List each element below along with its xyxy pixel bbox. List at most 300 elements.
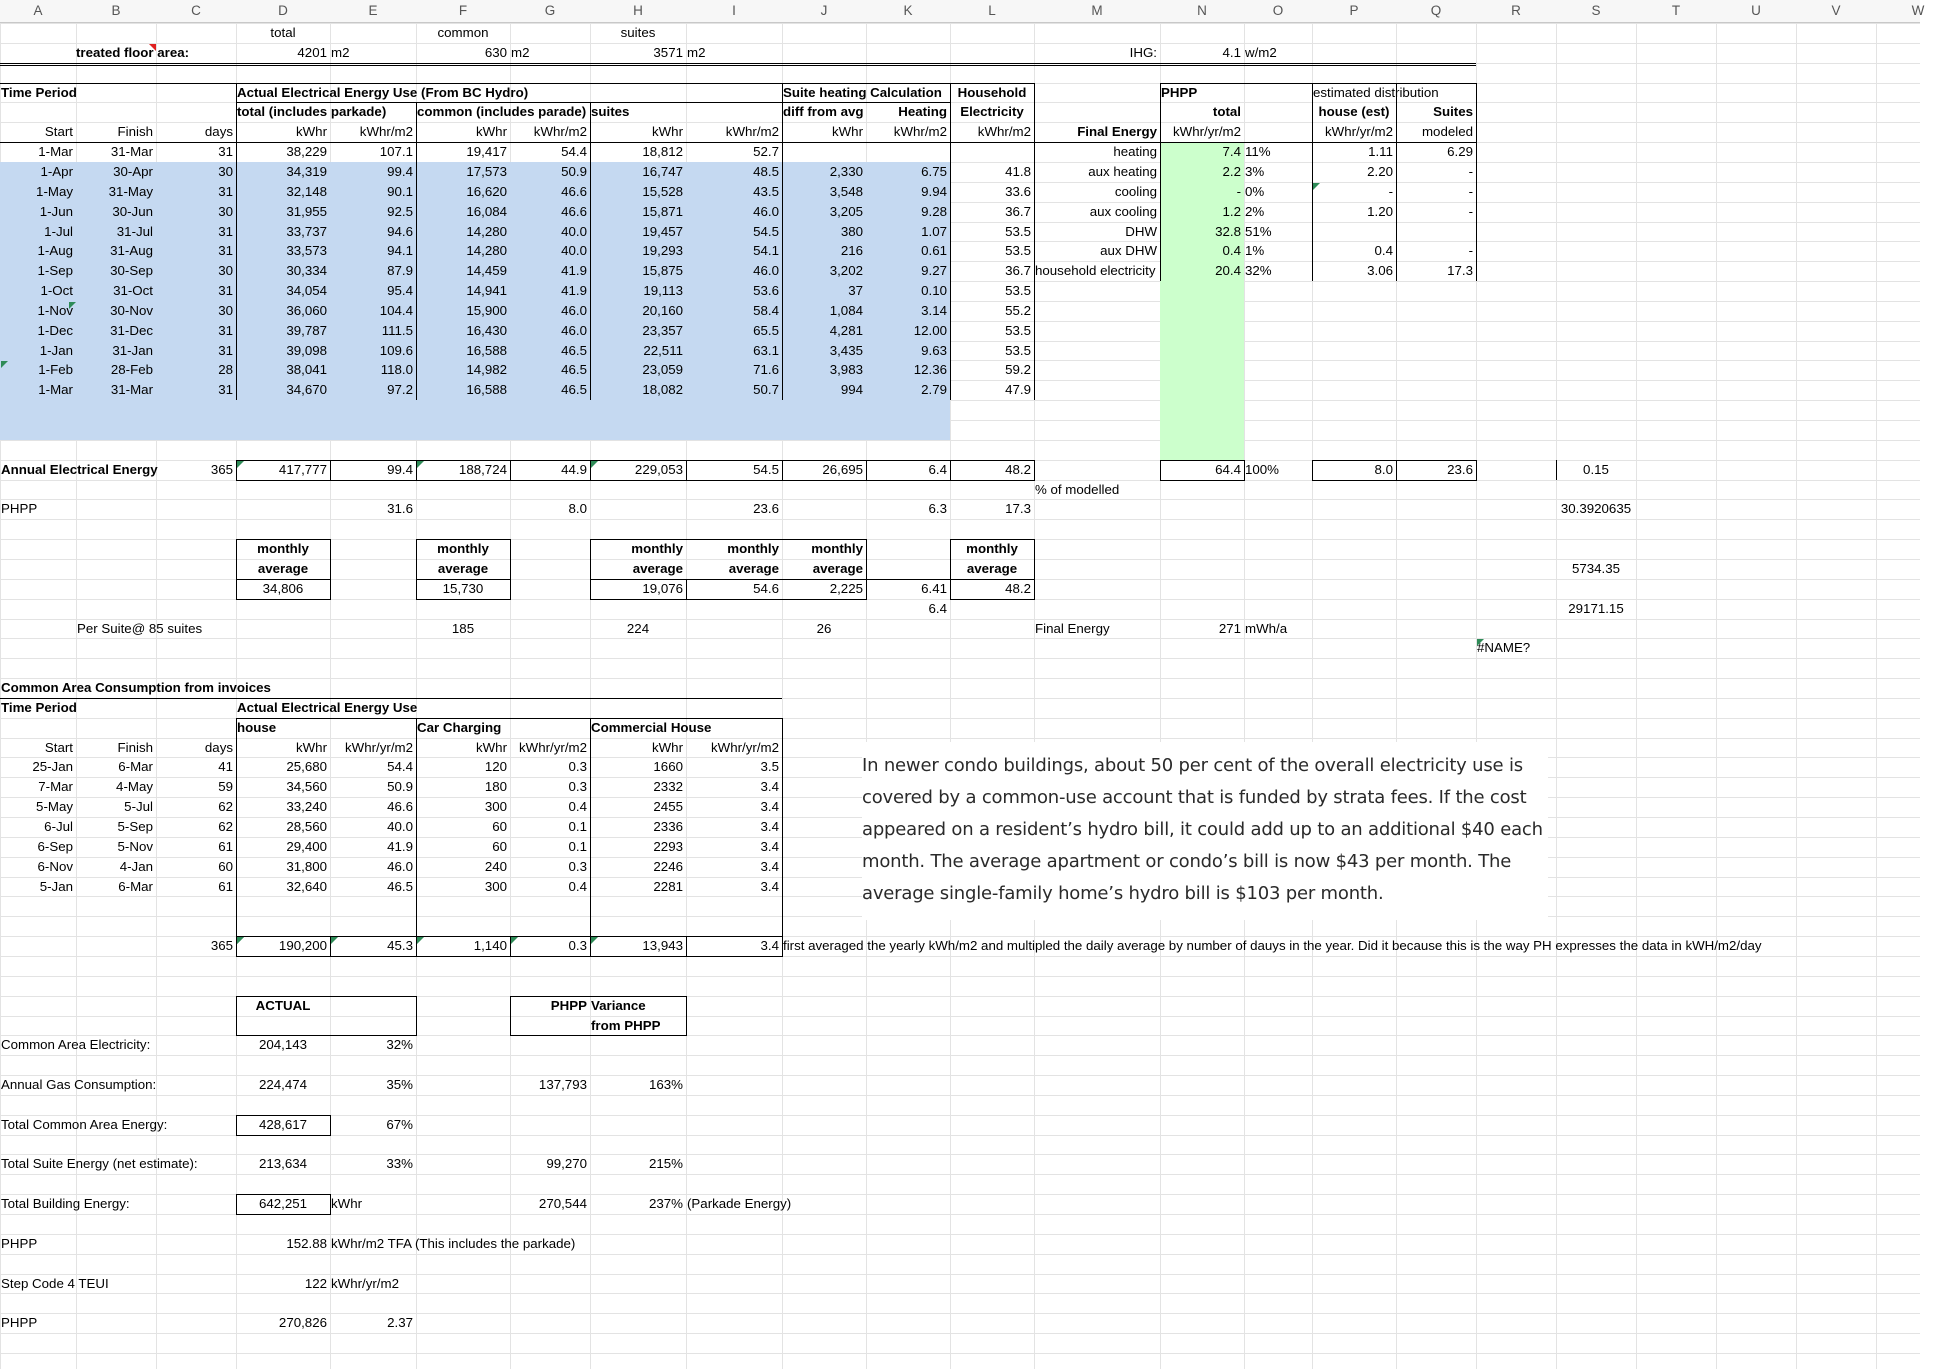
column-header-A[interactable]: A [33,3,43,18]
cell-F41[interactable]: 60 [492,819,507,834]
cell-B37[interactable]: Finish [117,739,153,755]
column-header-G[interactable]: G [544,3,556,18]
cell-N12[interactable]: 0.4 [1222,243,1241,259]
cell-H50[interactable]: Variance [591,997,646,1013]
cell-S28[interactable]: 5734.35 [1571,560,1621,576]
cell-D36[interactable]: house [237,719,277,735]
cell-F38[interactable]: 120 [484,759,507,775]
cell-C8[interactable]: 30 [218,163,233,179]
cell-H19[interactable]: 18,082 [642,382,683,398]
cell-I7[interactable]: 52.7 [753,144,779,160]
cell-O9[interactable]: 0% [1245,183,1265,199]
cell-H60[interactable]: 237% [648,1196,683,1212]
cell-G12[interactable]: 40.0 [561,243,587,259]
cell-G10[interactable]: 46.6 [561,203,587,219]
cell-B41[interactable]: 5-Sep [117,819,153,834]
cell-P5[interactable]: house (est) [1318,104,1390,120]
cell-A15[interactable]: 1-Nov [37,302,73,318]
cell-F19[interactable]: 16,588 [466,382,507,398]
cell-C6[interactable]: days [204,124,233,140]
cell-E54[interactable]: 35% [386,1077,413,1093]
cell-E44[interactable]: 46.5 [387,878,413,894]
cell-F8[interactable]: 17,573 [466,163,507,179]
cell-C43[interactable]: 60 [218,858,233,874]
cell-E39[interactable]: 50.9 [387,779,413,795]
cell-J47[interactable]: first averaged the yearly kWh/m2 and multipled the daily average by number of dauys in the year. Did it because this is the way PH expresses the data in kWH/m2/day [783,938,1762,954]
cell-I2[interactable]: m2 [687,44,706,60]
cell-E25[interactable]: 31.6 [387,501,413,517]
cell-S25[interactable]: 30.3920635 [1560,501,1632,517]
cell-G23[interactable]: 44.9 [561,461,587,477]
cell-B18[interactable]: 28-Feb [110,362,153,378]
cell-B13[interactable]: 30-Sep [110,263,153,279]
cell-F7[interactable]: 19,417 [466,144,507,160]
cell-L14[interactable]: 53.5 [1005,283,1031,299]
cell-C10[interactable]: 30 [218,203,233,219]
column-header-W[interactable]: W [1911,3,1925,18]
cell-J17[interactable]: 3,435 [829,342,863,358]
cell-E58[interactable]: 33% [386,1156,413,1172]
cell-D43[interactable]: 31,800 [286,858,327,874]
cell-B16[interactable]: 31-Dec [110,322,153,338]
cell-O31[interactable]: mWh/a [1245,620,1288,636]
cell-F16[interactable]: 16,430 [466,322,507,338]
cell-L28[interactable]: average [966,560,1018,576]
cell-D66[interactable]: 270,826 [278,1315,327,1331]
cell-A58[interactable]: Total Suite Energy (net estimate): [1,1156,198,1172]
cell-O2[interactable]: w/m2 [1245,44,1277,60]
cell-D18[interactable]: 38,041 [286,362,327,378]
cell-L11[interactable]: 53.5 [1005,223,1031,239]
cell-H12[interactable]: 19,293 [642,243,683,259]
cell-C41[interactable]: 62 [218,819,233,834]
cell-F17[interactable]: 16,588 [466,342,507,358]
cell-I19[interactable]: 50.7 [753,382,779,398]
cell-J23[interactable]: 26,695 [822,461,863,477]
cell-O12[interactable]: 1% [1245,243,1265,259]
cell-C11[interactable]: 31 [218,223,233,239]
column-header-S[interactable]: S [1591,3,1601,18]
cell-K15[interactable]: 3.14 [921,302,947,318]
cell-Q6[interactable]: modeled [1421,124,1473,140]
cell-J27[interactable]: monthly [811,541,863,557]
cell-K6[interactable]: kWhr/m2 [893,124,947,140]
cell-S30[interactable]: 29171.15 [1568,600,1624,616]
cell-K25[interactable]: 6.3 [928,501,947,517]
cell-D7[interactable]: 38,229 [286,144,327,160]
cell-P7[interactable]: 1.11 [1368,144,1393,160]
column-header-H[interactable]: H [633,3,643,18]
cell-Q23[interactable]: 23.6 [1447,461,1473,477]
cell-N9[interactable]: - [1236,183,1241,199]
cell-D58[interactable]: 213,634 [258,1156,308,1172]
cell-D35[interactable]: Actual Electrical Energy Use [237,699,418,715]
cell-A4[interactable]: Time Period [1,84,77,100]
cell-N2[interactable]: 4.1 [1222,44,1241,60]
cell-H47[interactable]: 13,943 [642,938,683,954]
cell-J29[interactable]: 2,225 [829,580,863,596]
cell-B40[interactable]: 5-Jul [124,799,153,815]
cell-E19[interactable]: 97.2 [387,382,413,398]
cell-E12[interactable]: 94.1 [387,243,413,259]
cell-M9[interactable]: cooling [1114,183,1157,199]
cell-E66[interactable]: 2.37 [387,1315,413,1331]
cell-K11[interactable]: 1.07 [921,223,947,239]
cell-L4[interactable]: Household [957,84,1027,100]
cell-J31[interactable]: 26 [816,620,832,636]
cell-B42[interactable]: 5-Nov [117,838,153,854]
cell-C13[interactable]: 30 [218,263,233,279]
cell-M24[interactable]: % of modelled [1035,481,1120,497]
cell-H6[interactable]: kWhr [651,124,683,140]
cell-H11[interactable]: 19,457 [642,223,683,239]
cell-J5[interactable]: diff from avg [783,104,864,120]
cell-D60[interactable]: 642,251 [258,1196,308,1212]
cell-F40[interactable]: 300 [484,799,507,815]
column-header-L[interactable]: L [988,3,996,18]
cell-B31[interactable]: Per Suite@ 85 suites [77,620,203,636]
cell-K18[interactable]: 12.36 [913,362,947,378]
cell-E7[interactable]: 107.1 [379,144,413,160]
cell-A14[interactable]: 1-Oct [40,283,73,299]
cell-D27[interactable]: monthly [257,541,309,557]
cell-G17[interactable]: 46.5 [561,342,587,358]
cell-E42[interactable]: 41.9 [387,838,413,854]
cell-H40[interactable]: 2455 [653,799,683,815]
cell-C47[interactable]: 365 [210,938,233,954]
cell-K10[interactable]: 9.28 [921,203,947,219]
cell-M8[interactable]: aux heating [1088,163,1157,179]
cell-E62[interactable]: kWhr/m2 TFA (This includes the parkade) [331,1235,576,1251]
cell-E2[interactable]: m2 [331,44,350,60]
cell-K30[interactable]: 6.4 [928,600,947,616]
cell-A40[interactable]: 5-May [36,799,73,815]
column-header-M[interactable]: M [1091,3,1103,18]
cell-B9[interactable]: 31-May [108,183,153,199]
cell-I18[interactable]: 71.6 [753,362,779,378]
cell-J16[interactable]: 4,281 [829,322,863,338]
cell-N6[interactable]: kWhr/yr/m2 [1173,124,1241,140]
cell-F5[interactable]: common (includes parade) [417,104,587,120]
cell-G13[interactable]: 41.9 [561,263,587,279]
cell-A35[interactable]: Time Period [1,699,77,715]
cell-O23[interactable]: 100% [1245,461,1280,477]
cell-D64[interactable]: 122 [304,1275,327,1291]
cell-F37[interactable]: kWhr [475,739,507,755]
cell-P23[interactable]: 8.0 [1374,461,1393,477]
cell-G47[interactable]: 0.3 [568,938,587,954]
cell-N5[interactable]: total [1212,104,1241,120]
cell-H9[interactable]: 15,528 [642,183,683,199]
cell-L25[interactable]: 17.3 [1005,501,1031,517]
cell-A41[interactable]: 6-Jul [44,819,73,834]
cell-P10[interactable]: 1.20 [1367,203,1393,219]
cell-J19[interactable]: 994 [840,382,863,398]
cell-A54[interactable]: Annual Gas Consumption: [1,1077,157,1093]
cell-A43[interactable]: 6-Nov [37,858,73,874]
cell-A25[interactable]: PHPP [1,501,38,517]
cell-Q5[interactable]: Suites [1433,104,1473,120]
cell-D11[interactable]: 33,737 [286,223,327,239]
cell-I40[interactable]: 3.4 [760,799,779,815]
cell-H1[interactable]: suites [620,25,656,40]
cell-L6[interactable]: kWhr/m2 [977,124,1031,140]
cell-E41[interactable]: 40.0 [387,819,413,834]
cell-C38[interactable]: 41 [218,759,233,775]
cell-D40[interactable]: 33,240 [286,799,327,815]
cell-E52[interactable]: 32% [386,1037,413,1053]
cell-L12[interactable]: 53.5 [1005,243,1031,259]
column-header-O[interactable]: O [1272,3,1284,18]
cell-G37[interactable]: kWhr/yr/m2 [519,739,587,755]
column-header-D[interactable]: D [278,3,288,18]
cell-B43[interactable]: 4-Jan [119,858,153,874]
cell-D41[interactable]: 28,560 [286,819,327,834]
cell-F2[interactable]: 630 [484,44,507,60]
cell-I27[interactable]: monthly [727,541,779,557]
cell-B38[interactable]: 6-Mar [118,759,153,775]
cell-F44[interactable]: 300 [484,878,507,894]
cell-O13[interactable]: 32% [1245,263,1272,279]
cell-A11[interactable]: 1-Jul [44,223,73,239]
cell-E16[interactable]: 111.5 [381,322,413,338]
cell-F9[interactable]: 16,620 [466,183,507,199]
cell-H10[interactable]: 15,871 [642,203,683,219]
cell-R32[interactable]: #NAME? [1477,640,1531,656]
cell-G42[interactable]: 0.1 [568,838,587,854]
cell-H37[interactable]: kWhr [651,739,683,755]
cell-F15[interactable]: 15,900 [466,302,507,318]
cell-L16[interactable]: 53.5 [1005,322,1031,338]
cell-J14[interactable]: 37 [848,283,863,299]
cell-M2[interactable]: IHG: [1129,44,1157,60]
cell-H42[interactable]: 2293 [653,838,683,854]
cell-F11[interactable]: 14,280 [466,223,507,239]
cell-B17[interactable]: 31-Jan [112,342,153,358]
cell-D5[interactable]: total (includes parkade) [237,104,387,120]
cell-D16[interactable]: 39,787 [286,322,327,338]
cell-A34[interactable]: Common Area Consumption from invoices [1,680,271,696]
cell-H44[interactable]: 2281 [653,878,683,894]
cell-A19[interactable]: 1-Mar [38,382,73,398]
cell-A42[interactable]: 6-Sep [37,838,73,854]
cell-F42[interactable]: 60 [492,838,507,854]
cell-Q12[interactable]: - [1468,243,1473,259]
cell-E18[interactable]: 118.0 [380,362,413,378]
cell-F10[interactable]: 16,084 [466,203,507,219]
cell-F39[interactable]: 180 [484,779,507,795]
cell-F1[interactable]: common [437,25,489,40]
column-header-U[interactable]: U [1751,3,1761,18]
cell-C16[interactable]: 31 [218,322,233,338]
cell-B10[interactable]: 30-Jun [112,203,153,219]
cell-H7[interactable]: 18,812 [642,144,683,160]
cell-I47[interactable]: 3.4 [760,938,779,954]
cell-C44[interactable]: 61 [218,878,233,894]
cell-J9[interactable]: 3,548 [829,183,863,199]
cell-E23[interactable]: 99.4 [387,461,413,477]
cell-K17[interactable]: 9.63 [921,342,947,358]
cell-G6[interactable]: kWhr/m2 [533,124,587,140]
cell-B11[interactable]: 31-Jul [116,223,153,239]
quote-text-box[interactable] [862,742,1548,920]
cell-H17[interactable]: 22,511 [643,342,683,358]
cell-E13[interactable]: 87.9 [387,263,413,279]
cell-A18[interactable]: 1-Feb [38,362,73,378]
cell-H18[interactable]: 23,059 [642,362,683,378]
column-header-P[interactable]: P [1349,3,1359,18]
cell-A17[interactable]: 1-Jan [39,342,73,358]
cell-D23[interactable]: 417,777 [278,461,327,477]
cell-E15[interactable]: 104.4 [379,302,413,318]
cell-G11[interactable]: 40.0 [561,223,587,239]
cell-O8[interactable]: 3% [1245,163,1265,179]
cell-N7[interactable]: 7.4 [1222,144,1241,160]
cell-P6[interactable]: kWhr/yr/m2 [1325,124,1393,140]
cell-D42[interactable]: 29,400 [286,838,327,854]
cell-H38[interactable]: 1660 [653,759,683,775]
cell-C12[interactable]: 31 [218,243,233,259]
cell-J13[interactable]: 3,202 [829,263,863,279]
cell-I13[interactable]: 46.0 [753,263,779,279]
cell-D54[interactable]: 224,474 [258,1077,308,1093]
column-header-T[interactable]: T [1671,3,1681,18]
cell-D4[interactable]: Actual Electrical Energy Use (From BC Hydro) [237,84,529,100]
cell-P8[interactable]: 2.20 [1367,163,1393,179]
cell-I42[interactable]: 3.4 [760,838,779,854]
column-header-J[interactable]: J [820,3,828,18]
cell-J15[interactable]: 1,084 [829,302,863,318]
cell-Q10[interactable]: - [1468,203,1473,219]
cell-J6[interactable]: kWhr [831,124,863,140]
cell-D1[interactable]: total [270,25,296,40]
cell-G2[interactable]: m2 [511,44,530,60]
cell-A64[interactable]: Step Code 4 TEUI [1,1275,109,1291]
cell-L17[interactable]: 53.5 [1005,342,1031,358]
cell-G15[interactable]: 46.0 [561,302,587,318]
cell-I39[interactable]: 3.4 [760,779,779,795]
cell-E64[interactable]: kWhr/yr/m2 [331,1275,399,1291]
cell-D62[interactable]: 152.88 [286,1235,327,1251]
cell-L18[interactable]: 59.2 [1005,362,1031,378]
cell-I28[interactable]: average [728,560,779,576]
cell-M11[interactable]: DHW [1125,223,1157,239]
cell-F31[interactable]: 185 [451,620,475,636]
cell-E8[interactable]: 99.4 [387,163,413,179]
cell-F12[interactable]: 14,280 [466,243,507,259]
cell-J10[interactable]: 3,205 [829,203,863,219]
cell-G44[interactable]: 0.4 [568,878,587,894]
cell-N4[interactable]: PHPP [1161,84,1198,100]
cell-K29[interactable]: 6.41 [921,580,947,596]
cell-A16[interactable]: 1-Dec [37,322,73,338]
cell-G41[interactable]: 0.1 [568,819,587,834]
cell-B15[interactable]: 30-Nov [110,302,153,318]
cell-J18[interactable]: 3,983 [829,362,863,378]
cell-A6[interactable]: Start [44,124,73,140]
cell-I8[interactable]: 48.5 [753,163,779,179]
cell-D47[interactable]: 190,200 [278,938,327,954]
cell-D50[interactable]: ACTUAL [255,997,311,1013]
cell-E60[interactable]: kWhr [331,1196,363,1212]
cell-G50[interactable]: PHPP [550,997,587,1013]
cell-L23[interactable]: 48.2 [1005,461,1031,477]
cell-D28[interactable]: average [257,560,309,576]
cell-K13[interactable]: 9.27 [921,263,947,279]
cell-C37[interactable]: days [204,739,233,755]
cell-G16[interactable]: 46.0 [561,322,587,338]
cell-B19[interactable]: 31-Mar [110,382,153,398]
cell-C17[interactable]: 31 [218,342,233,358]
cell-L10[interactable]: 36.7 [1005,203,1031,219]
cell-D9[interactable]: 32,148 [286,183,327,199]
cell-H51[interactable]: from PHPP [591,1017,661,1033]
cell-F47[interactable]: 1,140 [473,938,507,954]
cell-H28[interactable]: average [632,560,683,576]
cell-D39[interactable]: 34,560 [286,779,327,795]
cell-J4[interactable]: Suite heating Calculation [783,84,942,100]
cell-G18[interactable]: 46.5 [561,362,587,378]
cell-H29[interactable]: 19,076 [642,580,683,596]
cell-I11[interactable]: 54.5 [753,223,779,239]
cell-I12[interactable]: 54.1 [753,243,779,259]
cell-M7[interactable]: heating [1113,144,1157,160]
cell-H13[interactable]: 15,875 [642,263,683,279]
cell-H16[interactable]: 23,357 [642,322,683,338]
column-header-I[interactable]: I [732,3,736,18]
cell-I15[interactable]: 58.4 [753,302,779,318]
cell-P9[interactable]: - [1388,183,1393,199]
cell-K16[interactable]: 12.00 [913,322,947,338]
cell-G7[interactable]: 54.4 [561,144,587,160]
cell-A7[interactable]: 1-Mar [38,144,73,160]
cell-D12[interactable]: 33,573 [286,243,327,259]
cell-C7[interactable]: 31 [218,144,233,160]
cell-J11[interactable]: 380 [840,223,863,239]
cell-H8[interactable]: 16,747 [642,163,683,179]
cell-H2[interactable]: 3571 [653,44,683,60]
cell-H54[interactable]: 163% [648,1077,683,1093]
cell-I41[interactable]: 3.4 [760,819,779,834]
cell-E40[interactable]: 46.6 [387,799,413,815]
cell-H5[interactable]: suites [591,104,630,120]
cell-G14[interactable]: 41.9 [561,283,587,299]
cell-D19[interactable]: 34,670 [286,382,327,398]
cell-G19[interactable]: 46.5 [561,382,587,398]
cell-K5[interactable]: Heating [898,104,947,120]
cell-D14[interactable]: 34,054 [286,283,327,299]
cell-L15[interactable]: 55.2 [1005,302,1031,318]
cell-A44[interactable]: 5-Jan [39,878,73,894]
cell-J8[interactable]: 2,330 [829,163,863,179]
cell-N10[interactable]: 1.2 [1222,203,1241,219]
column-header-B[interactable]: B [111,3,121,18]
cell-I29[interactable]: 54.6 [753,580,779,596]
cell-I44[interactable]: 3.4 [760,878,779,894]
cell-B8[interactable]: 30-Apr [113,163,153,179]
column-header-F[interactable]: F [458,3,468,18]
cell-A39[interactable]: 7-Mar [38,779,73,795]
cell-H27[interactable]: monthly [631,541,683,557]
cell-F27[interactable]: monthly [437,541,489,557]
cell-A12[interactable]: 1-Aug [37,243,73,259]
cell-K9[interactable]: 9.94 [921,183,947,199]
cell-D56[interactable]: 428,617 [258,1116,308,1132]
cell-F28[interactable]: average [437,560,489,576]
cell-K23[interactable]: 6.4 [928,461,947,477]
cell-B14[interactable]: 31-Oct [113,283,153,299]
cell-C9[interactable]: 31 [218,183,233,199]
